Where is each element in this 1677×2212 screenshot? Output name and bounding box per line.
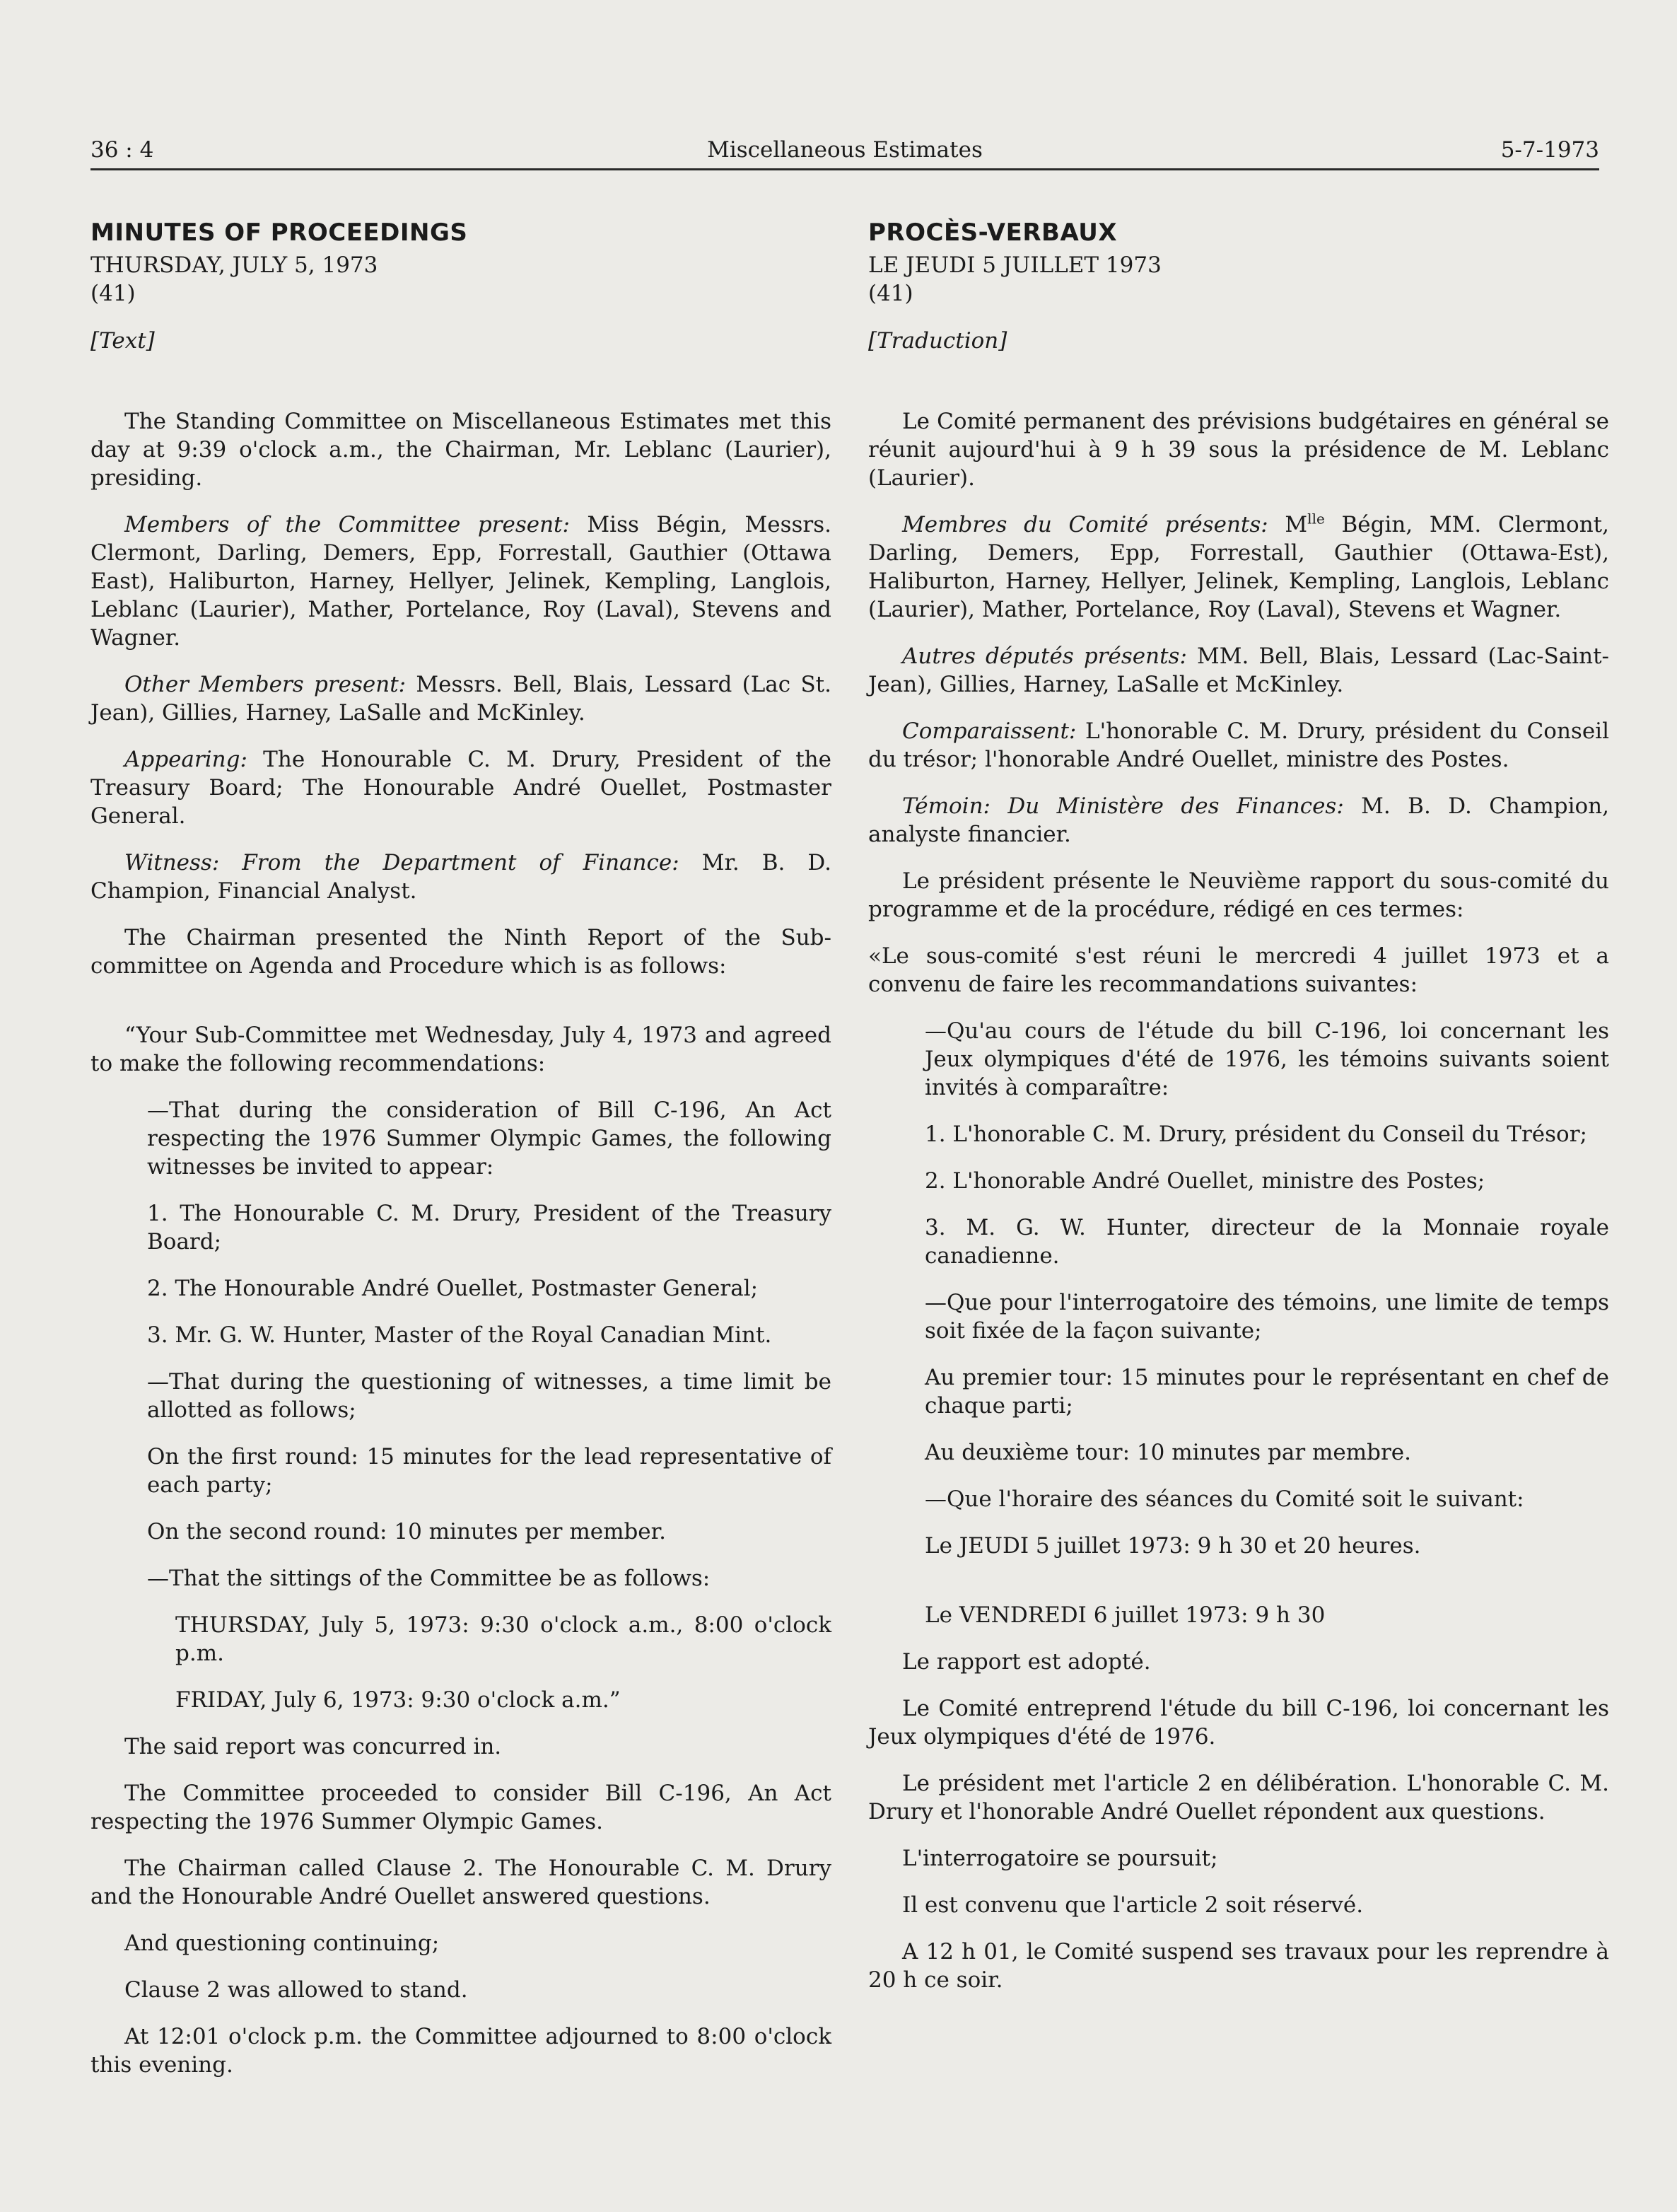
- french-clause-stand: Il est convenu que l'article 2 soit réservé.: [902, 1892, 1364, 1918]
- french-opening: Le Comité permanent des prévisions budgétaires en général se réunit aujourd'hui à 9 h 39 sous la présidence de M. Leblanc (Laurier).: [868, 409, 1609, 491]
- english-proceeded: The Committee proceeded to consider Bill C-196, An Act respecting the 1976 Summer Olympic Games.: [90, 1781, 831, 1834]
- french-recommendation-2: —Que pour l'interrogatoire des témoins, une limite de temps soit fixée de la façon suivante;: [925, 1290, 1609, 1344]
- french-round-2: Au deuxième tour: 10 minutes par membre.: [925, 1440, 1412, 1465]
- english-round-2: On the second round: 10 minutes per member.: [147, 1519, 666, 1544]
- french-recommendation-1: —Qu'au cours de l'étude du bill C-196, loi concernant les Jeux olympiques d'été de 1976, les témoins suivants soient invités à comparaître:: [925, 1018, 1609, 1100]
- english-text-tag: [Text]: [90, 328, 155, 354]
- page-number: 36 : 4: [90, 137, 154, 163]
- french-clause-called: Le président met l'article 2 en délibération. L'honorable C. M. Drury et l'honorable André Ouellet répondent aux questions.: [868, 1771, 1609, 1824]
- english-adjourned: At 12:01 o'clock p.m. the Committee adjourned to 8:00 o'clock this evening.: [90, 2024, 831, 2078]
- french-sitting-2: Le VENDREDI 6 juillet 1973: 9 h 30: [925, 1602, 1326, 1628]
- french-report-quote: «Le sous-comité s'est réuni le mercredi 4 juillet 1973 et a convenu de faire les recommandations suivantes:: [868, 943, 1609, 997]
- english-sitting-number: (41): [90, 281, 136, 306]
- english-round-1: On the first round: 15 minutes for the lead representative of each party;: [147, 1444, 831, 1498]
- running-title: Miscellaneous Estimates: [707, 137, 983, 163]
- french-round-1: Au premier tour: 15 minutes pour le représentant en chef de chaque parti;: [925, 1365, 1609, 1419]
- french-appearing: Comparaissent: L'honorable C. M. Drury, président du Conseil du trésor; l'honorable André Ouellet, ministre des Postes.: [868, 718, 1609, 772]
- english-date: THURSDAY, JULY 5, 1973: [90, 252, 378, 278]
- english-witness: Witness: From the Department of Finance: Mr. B. D. Champion, Financial Analyst.: [90, 850, 832, 904]
- english-column: [90, 216, 831, 2097]
- english-sitting-2: FRIDAY, July 6, 1973: 9:30 o'clock a.m.”: [175, 1687, 621, 1713]
- english-witness-1: 1. The Honourable C. M. Drury, President of the Treasury Board;: [147, 1201, 831, 1255]
- english-recommendation-3: —That the sittings of the Committee be as follows:: [147, 1566, 711, 1591]
- english-witness-3: 3. Mr. G. W. Hunter, Master of the Royal Canadian Mint.: [147, 1322, 772, 1348]
- french-witness: Témoin: Du Ministère des Finances: M. B. D. Champion, analyste financier.: [868, 793, 1609, 847]
- english-appearing: Appearing: The Honourable C. M. Drury, President of the Treasury Board; The Honourable André Ouellet, Postmaster General.: [90, 747, 831, 829]
- french-date: LE JEUDI 5 JUILLET 1973: [868, 252, 1162, 278]
- english-other-members: Other Members present: Messrs. Bell, Blais, Lessard (Lac St. Jean), Gillies, Harney, LaSalle and McKinley.: [90, 672, 831, 726]
- english-clause-stand: Clause 2 was allowed to stand.: [124, 1977, 468, 2003]
- french-proceeded: Le Comité entreprend l'étude du bill C-196, loi concernant les Jeux olympiques d'été de 1976.: [868, 1696, 1609, 1750]
- english-heading: MINUTES OF PROCEEDINGS: [90, 219, 468, 247]
- english-members: Members of the Committee present: Miss Bégin, Messrs. Clermont, Darling, Demers, Epp, Forrestall, Gauthier (Ottawa East), Haliburton, Harney, Hellyer, Jelinek, Kempling, Langlois, Leblanc (Laurier), Mather, Portelance, Roy (Laval), Stevens and Wagner.: [90, 512, 831, 651]
- french-column: [868, 216, 1609, 2013]
- french-other-members: Autres députés présents: MM. Bell, Blais, Lessard (Lac-Saint-Jean), Gillies, Harney, LaSalle et McKinley.: [868, 644, 1609, 697]
- english-clause-called: The Chairman called Clause 2. The Honourable C. M. Drury and the Honourable André Ouellet answered questions.: [90, 1856, 831, 1909]
- french-adjourned: A 12 h 01, le Comité suspend ses travaux pour les reprendre à 20 h ce soir.: [868, 1939, 1609, 1993]
- french-text-tag: [Traduction]: [868, 328, 1007, 354]
- english-recommendation-1: —That during the consideration of Bill C-196, An Act respecting the 1976 Summer Olympic Games, the following witnesses be invited to appear:: [147, 1098, 831, 1180]
- english-witness-2: 2. The Honourable André Ouellet, Postmaster General;: [147, 1276, 759, 1301]
- english-report-intro: The Chairman presented the Ninth Report of the Sub-committee on Agenda and Procedure which is as follows:: [90, 925, 831, 979]
- french-sitting-number: (41): [868, 281, 913, 306]
- french-members: Membres du Comité présents: $M^{lle}$ Bégin, MM. Clermont, Darling, Demers, Epp, Forrestall, Gauthier (Ottawa-Est), Haliburton, Harney, Hellyer, Jelinek, Kempling, Langlois, Leblanc (Laurier), Mather, Portelance, Roy (Laval), Stevens et Wagner.: [868, 510, 1609, 622]
- french-report-intro: Le président présente le Neuvième rapport du sous-comité du programme et de la procédure, rédigé en ces termes:: [868, 868, 1609, 922]
- french-heading: PROCÈS-VERBAUX: [868, 219, 1118, 247]
- english-questioning: And questioning continuing;: [124, 1931, 440, 1956]
- english-report-quote: “Your Sub-Committee met Wednesday, July 4, 1973 and agreed to make the following recommendations:: [90, 1023, 831, 1076]
- header-date: 5-7-1973: [1500, 137, 1599, 163]
- page-header: [90, 132, 1599, 170]
- french-witness-2: 2. L'honorable André Ouellet, ministre des Postes;: [925, 1168, 1485, 1194]
- french-sitting-1: Le JEUDI 5 juillet 1973: 9 h 30 et 20 heures.: [925, 1533, 1421, 1559]
- french-concurred: Le rapport est adopté.: [902, 1649, 1151, 1675]
- french-witness-3: 3. M. G. W. Hunter, directeur de la Monnaie royale canadienne.: [925, 1215, 1609, 1269]
- french-witness-1: 1. L'honorable C. M. Drury, président du Conseil du Trésor;: [925, 1122, 1587, 1147]
- english-concurred: The said report was concurred in.: [124, 1734, 502, 1759]
- french-recommendation-3: —Que l'horaire des séances du Comité soit le suivant:: [925, 1486, 1524, 1512]
- french-questioning: L'interrogatoire se poursuit;: [902, 1846, 1218, 1871]
- english-opening: The Standing Committee on Miscellaneous Estimates met this day at 9:39 o'clock a.m., the Chairman, Mr. Leblanc (Laurier), presiding.: [90, 409, 831, 491]
- english-sitting-1: THURSDAY, July 5, 1973: 9:30 o'clock a.m., 8:00 o'clock p.m.: [175, 1612, 831, 1666]
- english-recommendation-2: —That during the questioning of witnesses, a time limit be allotted as follows;: [147, 1369, 831, 1423]
